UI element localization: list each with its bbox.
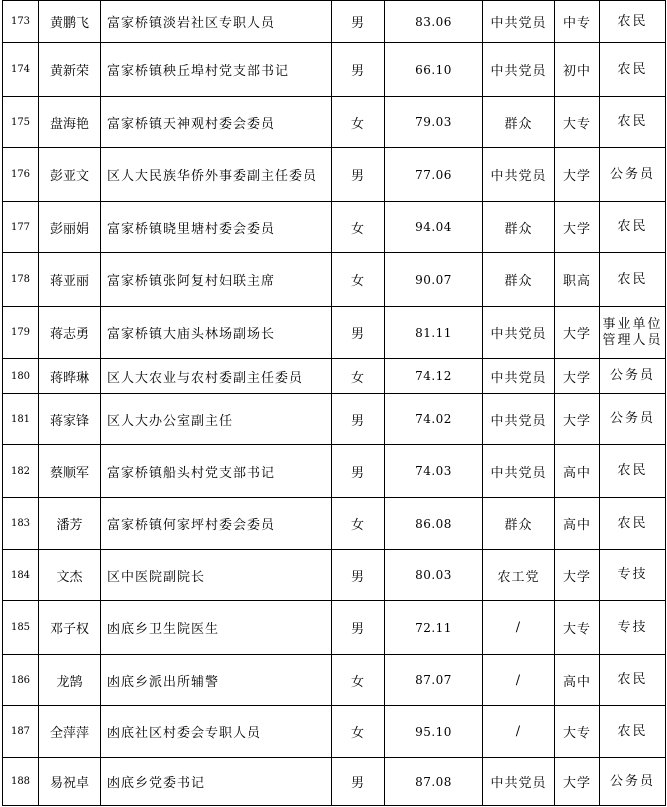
cell-name: 蒋志勇: [39, 307, 101, 359]
cell-seq: 179: [3, 307, 39, 359]
cell-occupation: 农民: [600, 498, 666, 550]
cell-occupation: 农民: [600, 655, 666, 706]
table-row: [3, 1, 666, 43]
table-row: [3, 253, 666, 307]
cell-seq: 185: [3, 601, 39, 655]
cell-unit: 富家桥镇大庙头林场副场长: [101, 307, 332, 359]
table-row: [3, 498, 666, 550]
cell-gender: 女: [332, 97, 385, 148]
cell-name: 蒋晔琳: [39, 359, 101, 394]
cell-party: 群众: [483, 253, 555, 307]
cell-unit: 凼底乡派出所辅警: [101, 655, 332, 706]
cell-gender: 女: [332, 655, 385, 706]
table-row: [3, 758, 666, 806]
cell-education: 大专: [555, 97, 600, 148]
cell-education: 大专: [555, 601, 600, 655]
cell-gender: 男: [332, 43, 385, 97]
cell-education: 大学: [555, 148, 600, 202]
table-row: [3, 43, 666, 97]
cell-occupation: 公务员: [600, 758, 666, 806]
cell-education: 大学: [555, 359, 600, 394]
cell-score: 77.06: [385, 148, 483, 202]
cell-name: 邓子权: [39, 601, 101, 655]
personnel-table: [2, 0, 666, 806]
cell-occupation: 农民: [600, 43, 666, 97]
cell-gender: 女: [332, 706, 385, 758]
cell-name: 黄新荣: [39, 43, 101, 97]
cell-score: 80.03: [385, 550, 483, 601]
cell-occupation: 专技: [600, 550, 666, 601]
cell-score: 74.12: [385, 359, 483, 394]
cell-gender: 男: [332, 758, 385, 806]
cell-party: /: [483, 601, 555, 655]
cell-occupation: 专技: [600, 601, 666, 655]
table-row: [3, 202, 666, 253]
table-row: [3, 550, 666, 601]
cell-unit: 区人大办公室副主任: [101, 394, 332, 445]
cell-occupation: 公务员: [600, 359, 666, 394]
cell-party: 中共党员: [483, 307, 555, 359]
table-row: [3, 307, 666, 359]
cell-score: 87.07: [385, 655, 483, 706]
cell-education: 初中: [555, 43, 600, 97]
cell-seq: 182: [3, 445, 39, 498]
cell-education: 大学: [555, 550, 600, 601]
cell-name: 全萍萍: [39, 706, 101, 758]
cell-gender: 女: [332, 359, 385, 394]
cell-party: 群众: [483, 97, 555, 148]
cell-unit: 富家桥镇张阿复村妇联主席: [101, 253, 332, 307]
cell-unit: 富家桥镇天神观村委会委员: [101, 97, 332, 148]
cell-education: 高中: [555, 445, 600, 498]
cell-unit: 凼底乡卫生院医生: [101, 601, 332, 655]
cell-name: 盘海艳: [39, 97, 101, 148]
cell-occupation: 农民: [600, 202, 666, 253]
cell-education: 高中: [555, 655, 600, 706]
table-body: [3, 1, 666, 806]
table-row: [3, 601, 666, 655]
cell-unit: 富家桥镇何家坪村委会委员: [101, 498, 332, 550]
cell-occupation: 事业单位管理人员: [600, 307, 666, 359]
cell-seq: 173: [3, 1, 39, 43]
cell-seq: 175: [3, 97, 39, 148]
cell-name: 龙鹄: [39, 655, 101, 706]
cell-name: 潘芳: [39, 498, 101, 550]
cell-education: 大学: [555, 758, 600, 806]
cell-unit: 富家桥镇船头村党支部书记: [101, 445, 332, 498]
cell-occupation: 公务员: [600, 394, 666, 445]
table-row: [3, 445, 666, 498]
cell-party: 中共党员: [483, 359, 555, 394]
cell-party: 中共党员: [483, 43, 555, 97]
cell-occupation: 农民: [600, 706, 666, 758]
cell-name: 彭丽娟: [39, 202, 101, 253]
cell-seq: 180: [3, 359, 39, 394]
cell-party: /: [483, 706, 555, 758]
cell-score: 74.03: [385, 445, 483, 498]
table-row: [3, 706, 666, 758]
cell-gender: 男: [332, 394, 385, 445]
cell-seq: 178: [3, 253, 39, 307]
cell-unit: 凼底社区村委会专职人员: [101, 706, 332, 758]
cell-name: 蒋亚丽: [39, 253, 101, 307]
cell-party: 群众: [483, 202, 555, 253]
cell-name: 蔡顺军: [39, 445, 101, 498]
cell-seq: 174: [3, 43, 39, 97]
cell-score: 94.04: [385, 202, 483, 253]
cell-education: 大学: [555, 202, 600, 253]
cell-unit: 区中医院副院长: [101, 550, 332, 601]
cell-unit: 区人大农业与农村委副主任委员: [101, 359, 332, 394]
cell-education: 高中: [555, 498, 600, 550]
cell-gender: 男: [332, 307, 385, 359]
cell-party: 中共党员: [483, 394, 555, 445]
table-row: [3, 97, 666, 148]
cell-gender: 女: [332, 202, 385, 253]
cell-unit: 富家桥镇晓里塘村委会委员: [101, 202, 332, 253]
cell-score: 87.08: [385, 758, 483, 806]
cell-name: 彭亚文: [39, 148, 101, 202]
cell-seq: 177: [3, 202, 39, 253]
cell-score: 72.11: [385, 601, 483, 655]
cell-score: 90.07: [385, 253, 483, 307]
table-row: [3, 394, 666, 445]
cell-seq: 188: [3, 758, 39, 806]
cell-gender: 男: [332, 550, 385, 601]
cell-gender: 男: [332, 148, 385, 202]
cell-unit: 富家桥镇秧丘埠村党支部书记: [101, 43, 332, 97]
cell-party: 中共党员: [483, 445, 555, 498]
cell-score: 79.03: [385, 97, 483, 148]
cell-party: 群众: [483, 498, 555, 550]
cell-education: 职高: [555, 253, 600, 307]
cell-education: 大学: [555, 394, 600, 445]
table-row: [3, 148, 666, 202]
cell-seq: 186: [3, 655, 39, 706]
cell-seq: 187: [3, 706, 39, 758]
cell-score: 86.08: [385, 498, 483, 550]
cell-unit: 富家桥镇淡岩社区专职人员: [101, 1, 332, 43]
cell-name: 蒋家锋: [39, 394, 101, 445]
cell-name: 文杰: [39, 550, 101, 601]
cell-seq: 176: [3, 148, 39, 202]
cell-occupation: 公务员: [600, 148, 666, 202]
cell-gender: 男: [332, 445, 385, 498]
cell-party: 农工党: [483, 550, 555, 601]
cell-occupation: 农民: [600, 1, 666, 43]
table-row: [3, 655, 666, 706]
cell-score: 74.02: [385, 394, 483, 445]
cell-occupation: 农民: [600, 253, 666, 307]
cell-party: 中共党员: [483, 758, 555, 806]
cell-party: /: [483, 655, 555, 706]
cell-gender: 男: [332, 601, 385, 655]
cell-seq: 181: [3, 394, 39, 445]
cell-score: 66.10: [385, 43, 483, 97]
cell-occupation: 农民: [600, 97, 666, 148]
cell-unit: 凼底乡党委书记: [101, 758, 332, 806]
cell-occupation: 农民: [600, 445, 666, 498]
cell-education: 大学: [555, 307, 600, 359]
cell-score: 81.11: [385, 307, 483, 359]
cell-name: 黄鹏飞: [39, 1, 101, 43]
table-row: [3, 359, 666, 394]
cell-party: 中共党员: [483, 1, 555, 43]
cell-party: 中共党员: [483, 148, 555, 202]
cell-seq: 184: [3, 550, 39, 601]
cell-gender: 女: [332, 498, 385, 550]
cell-unit: 区人大民族华侨外事委副主任委员: [101, 148, 332, 202]
cell-gender: 女: [332, 253, 385, 307]
cell-education: 大专: [555, 706, 600, 758]
cell-score: 83.06: [385, 1, 483, 43]
cell-score: 95.10: [385, 706, 483, 758]
cell-education: 中专: [555, 1, 600, 43]
cell-seq: 183: [3, 498, 39, 550]
cell-name: 易祝卓: [39, 758, 101, 806]
cell-gender: 男: [332, 1, 385, 43]
